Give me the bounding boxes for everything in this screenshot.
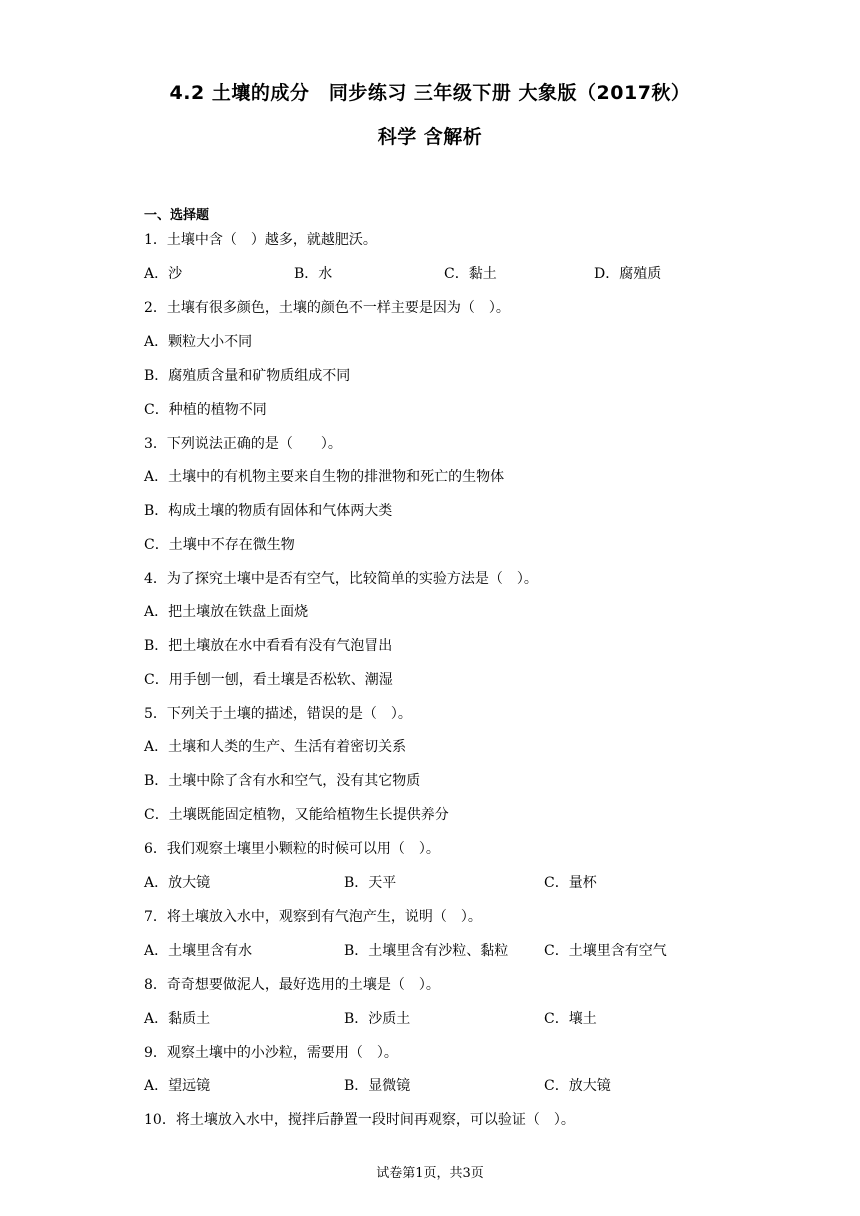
- question-3-option-b: B．构成土壤的物质有固体和气体两大类: [144, 503, 393, 519]
- question-6-option-b: B．天平: [344, 875, 397, 891]
- question-5-stem: 5．下列关于土壤的描述，错误的是（ ）。: [144, 706, 412, 722]
- question-10-stem: 10．将土壤放入水中，搅拌后静置一段时间再观察，可以验证（ ）。: [144, 1112, 575, 1128]
- question-4-option-b: B．把土壤放在水中看看有没有气泡冒出: [144, 638, 393, 654]
- question-3-option-a: A．土壤中的有机物主要来自生物的排泄物和死亡的生物体: [144, 469, 505, 485]
- question-1-stem: 1．土壤中含（ ）越多，就越肥沃。: [144, 232, 377, 248]
- question-4-option-a: A．把土壤放在铁盘上面烧: [144, 604, 309, 620]
- document-title-line-1: 4.2 土壤的成分 同步练习 三年级下册 大象版（2017秋）: [169, 82, 691, 104]
- question-4-stem: 4．为了探究土壤中是否有空气，比较简单的实验方法是（ ）。: [144, 571, 538, 587]
- question-3-option-c: C．土壤中不存在微生物: [144, 537, 295, 553]
- question-2-option-c: C．种植的植物不同: [144, 402, 267, 418]
- question-4-option-c: C．用手刨一刨，看土壤是否松软、潮湿: [144, 672, 393, 688]
- question-1-option-a: A．沙: [144, 266, 183, 282]
- question-1-option-d: D．腐殖质: [594, 266, 662, 282]
- section-heading: 一、选择题: [144, 208, 210, 223]
- question-5-option-c: C．土壤既能固定植物，又能给植物生长提供养分: [144, 807, 449, 823]
- question-6-option-a: A．放大镜: [144, 875, 211, 891]
- question-8-option-a: A．黏质土: [144, 1011, 211, 1027]
- question-7-option-a: A．土壤里含有水: [144, 943, 253, 959]
- question-7-option-c: C．土壤里含有空气: [544, 943, 667, 959]
- question-9-option-a: A．望远镜: [144, 1078, 211, 1094]
- question-2-stem: 2．土壤有很多颜色，土壤的颜色不一样主要是因为（ ）。: [144, 300, 510, 316]
- page-footer: 试卷第1页，共3页: [376, 1166, 484, 1181]
- question-3-stem: 3．下列说法正确的是（ ）。: [144, 436, 342, 452]
- question-2-option-b: B．腐殖质含量和矿物质组成不同: [144, 368, 351, 384]
- question-8-option-b: B．沙质土: [344, 1011, 411, 1027]
- question-2-option-a: A．颗粒大小不同: [144, 334, 253, 350]
- question-6-stem: 6．我们观察土壤里小颗粒的时候可以用（ ）。: [144, 841, 440, 857]
- question-1-option-b: B．水: [294, 266, 333, 282]
- question-5-option-b: B．土壤中除了含有水和空气，没有其它物质: [144, 773, 421, 789]
- question-5-option-a: A．土壤和人类的生产、生活有着密切关系: [144, 739, 407, 755]
- question-6-option-c: C．量杯: [544, 875, 597, 891]
- question-9-stem: 9．观察土壤中的小沙粒，需要用（ ）。: [144, 1045, 398, 1061]
- question-9-option-b: B．显微镜: [344, 1078, 411, 1094]
- question-1-option-c: C．黏土: [444, 266, 497, 282]
- question-9-option-c: C．放大镜: [544, 1078, 611, 1094]
- question-7-stem: 7．将土壤放入水中，观察到有气泡产生，说明（ ）。: [144, 909, 482, 925]
- question-7-option-b: B．土壤里含有沙粒、黏粒: [344, 943, 509, 959]
- question-8-option-c: C．壤土: [544, 1011, 597, 1027]
- question-8-stem: 8．奇奇想要做泥人，最好选用的土壤是（ ）。: [144, 977, 440, 993]
- document-title-line-2: 科学 含解析: [377, 126, 483, 148]
